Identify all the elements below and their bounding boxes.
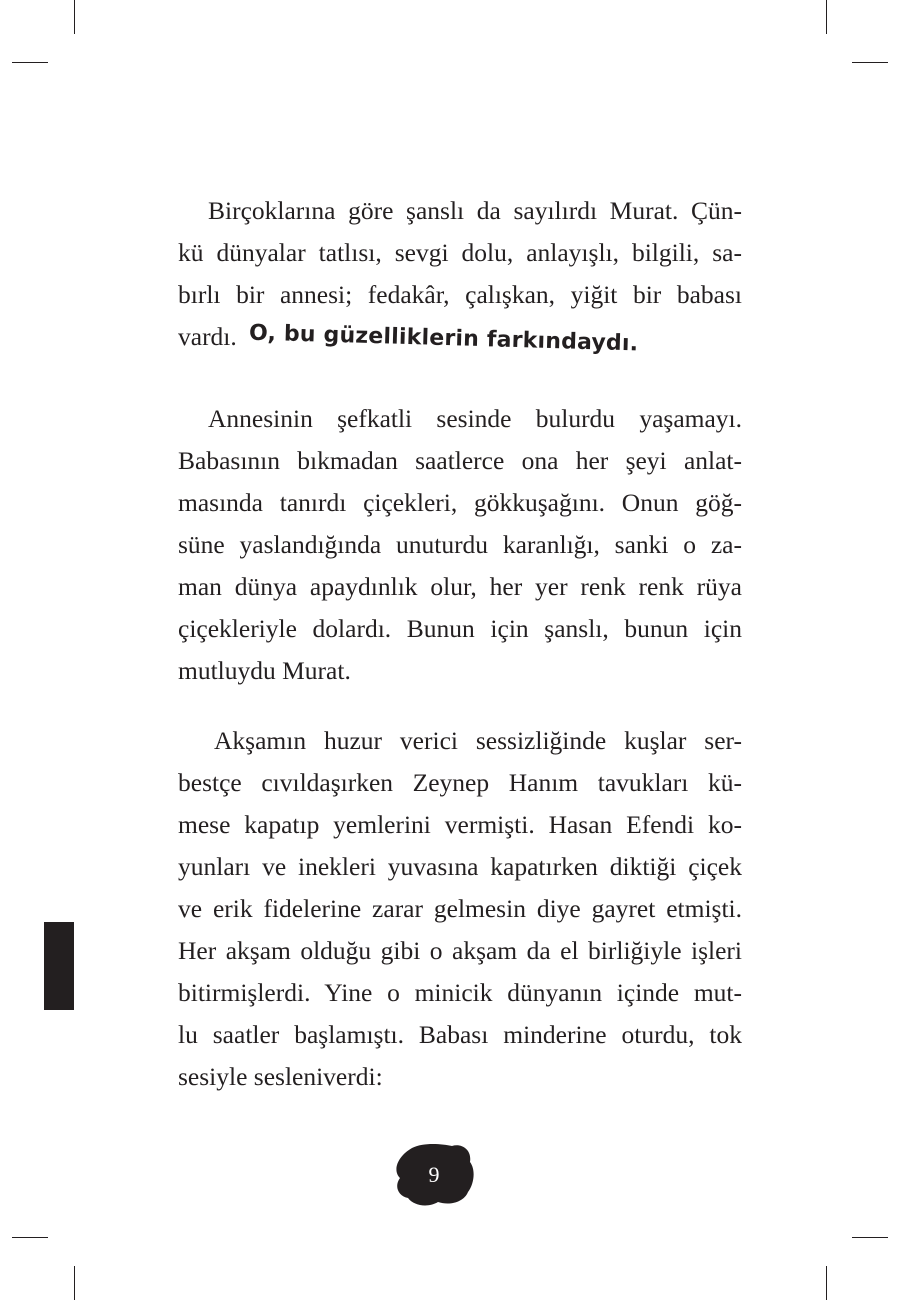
text-line: masında tanırdı çiçekleri, gökkuşağını. Onun göğ- bbox=[178, 488, 742, 517]
crop-mark-top-right bbox=[826, 0, 827, 34]
text-line: mese kapatıp yemlerini vermişti. Hasan Efendi ko- bbox=[178, 810, 742, 839]
text-line: sesiyle sesleniverdi: bbox=[178, 1062, 383, 1091]
text-line: çiçekleriyle dolardı. Bunun için şanslı, bunun için bbox=[178, 614, 742, 643]
text-fragment: vardı. bbox=[178, 322, 237, 351]
text-line: bırlı bir annesi; fedakâr, çalışkan, yiğit bir babası bbox=[178, 280, 742, 309]
chapter-thumb-tab bbox=[44, 922, 74, 1010]
text-line: Birçoklarına göre şanslı da sayılırdı Murat. Çün- bbox=[208, 196, 742, 225]
text-line: mutluydu Murat. bbox=[178, 656, 351, 685]
text-line: lu saatler başlamıştı. Babası minderine oturdu, tok bbox=[178, 1020, 742, 1049]
text-line: bitirmişlerdi. Yine o minicik dünyanın içinde mut- bbox=[178, 978, 742, 1007]
text-line: Babasının bıkmadan saatlerce ona her şeyi anlat- bbox=[178, 446, 742, 475]
crop-mark-top-left bbox=[74, 0, 75, 34]
crop-mark-bottom-right-h bbox=[852, 1237, 888, 1238]
text-line: Akşamın huzur verici sessizliğinde kuşlar ser- bbox=[214, 726, 742, 755]
text-line-with-emphasis bbox=[178, 316, 742, 360]
crop-mark-bottom-right bbox=[826, 1266, 827, 1300]
paragraph-3 bbox=[178, 720, 742, 1098]
text-line: süne yaslandığında unuturdu karanlığı, sanki o za- bbox=[178, 530, 742, 559]
paragraph-2 bbox=[178, 398, 742, 692]
crop-mark-top-right-h bbox=[852, 62, 888, 63]
text-line: man dünya apaydınlık olur, her yer renk renk rüya bbox=[178, 572, 742, 601]
crop-mark-bottom-left-h bbox=[12, 1237, 48, 1238]
text-line: ve erik fidelerine zarar gelmesin diye gayret etmişti. bbox=[178, 894, 742, 923]
text-line: kü dünyalar tatlısı, sevgi dolu, anlayışlı, bilgili, sa- bbox=[178, 238, 742, 267]
text-line: Annesinin şefkatli sesinde bulurdu yaşamayı. bbox=[208, 404, 742, 433]
emphasized-sentence: O, bu güzelliklerin farkındaydı. bbox=[248, 320, 639, 357]
crop-mark-bottom-left bbox=[74, 1266, 75, 1300]
text-line: yunları ve inekleri yuvasına kapatırken diktiği çiçek bbox=[178, 852, 742, 881]
text-line: bestçe cıvıldaşırken Zeynep Hanım tavukları kü- bbox=[178, 768, 742, 797]
crop-mark-top-left-h bbox=[12, 62, 48, 63]
paragraph-1 bbox=[178, 190, 742, 360]
text-line: Her akşam olduğu gibi o akşam da el birliğiyle işleri bbox=[178, 936, 742, 965]
page-number: 9 bbox=[428, 1162, 440, 1187]
